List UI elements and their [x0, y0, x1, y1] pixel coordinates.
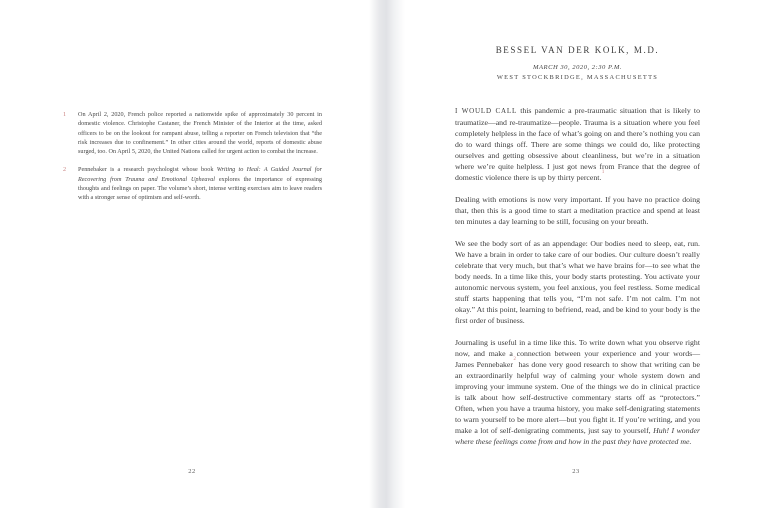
- footnote-2-text: [78, 165, 322, 202]
- paragraph-1: [455, 105, 700, 183]
- footnote-2-text-before: Pennebaker is a research psychologist whose book: [78, 166, 217, 174]
- footnotes-block: [63, 110, 322, 212]
- footnote-2-number: 2: [63, 166, 67, 174]
- page-number-right: 23: [572, 468, 580, 475]
- paragraph-4-inner-thought: Huh! I wonder where these feelings come from and how in the past they have protected me.: [455, 426, 700, 446]
- right-page: [384, 0, 768, 508]
- footnote-ref-2: 2: [513, 357, 516, 363]
- footnote-2-text-after: explores the importance of expressing thoughts and feelings on paper. The volume’s short, intense writing exercises aim to leave readers with a stronger sense of optimism and self-worth.: [78, 175, 322, 202]
- footnote-2-book-title: Writing to Heal: A Guided Journal for Recovering from Trauma and Emotional Upheaval: [78, 166, 322, 183]
- footnote-1-text: On April 2, 2020, French police reported a nationwide spike of approximately 30 percent in domestic violence. Christophe Castaner, the French Minister of the Interior at the time, asked officers to be on the lookout for rampant abuse, telling a reporter on French television that “the risk increases due to confinement.” In other cities around the world, reports of domestic abuse surged, too. On April 5, 2020, the United Nations called for urgent action to combat the increase.: [78, 111, 322, 156]
- paragraph-4-text-before: Journaling is useful in a time like this. To write down what you observe right now, and make a connection between your experience and your words—James Pennebaker: [455, 338, 700, 369]
- chapter-header: [455, 45, 700, 81]
- paragraph-1-lead-smallcaps: I WOULD CALL: [455, 107, 518, 115]
- interview-location: WEST STOCKBRIDGE, MASSACHUSETTS: [496, 74, 659, 81]
- footnote-ref-1: 1: [601, 170, 605, 176]
- paragraph-4-text-after: has done very good research to show that writing can be an extraordinarily helpful way of calming your whole system down and improving your immune system. One of the things we do in clinical practice is talk about how self-destructive commentary starts off as “protectors.” Often, when you have a trauma history, you make self-denigrating statements to warn yourself to be more alert—but you fight it. If you’re writing, and you make a lot of self-denigrating comments, just say to yourself,: [455, 360, 701, 435]
- footnote-2: [63, 165, 322, 202]
- paragraph-2: Dealing with emotions is now very important. If you have no practice doing that, then this is a good time to start a meditation practice and spend at least ten minutes a day learning to be still, focusing on your breath.: [455, 195, 700, 226]
- interview-datetime: MARCH 30, 2020, 2:30 P.M.: [533, 64, 622, 71]
- footnote-1-number: 1: [63, 111, 67, 118]
- body-text: [455, 105, 700, 458]
- paragraph-4: [455, 337, 700, 447]
- page-number-left: 22: [188, 468, 196, 475]
- paragraph-3: We see the body sort of as an appendage: Our bodies need to sleep, eat, run. We have a brain in order to take care of our bodies. Our culture doesn’t really celebrate that very much, but that’s what we have brains for—to see what the body needs. In a time like this, your body starts protesting. You activate your autonomic nervous system, you feel anxious, you feel restless. Some medical stuff starts happening that tells you, “I’m not safe. I’m not calm. I’m not okay.” At this point, learning to befriend, read, and be kind to your body is the first order of business.: [455, 239, 700, 325]
- footnote-1: [63, 110, 322, 156]
- author-name: BESSEL VAN DER KOLK, M.D.: [495, 45, 660, 55]
- paragraph-1-text: this pandemic a pre-traumatic situation that is likely to traumatize—and re-traumatize—people. Trauma is a situation where you feel completely helpless in the face of what’s going on and there’s nothing you can do to ward things off. There are some things we could do, like protecting ourselves and getting obsessive about cleanliness, but we’re in a situation where we’re quite helpless. I just got news from France that the degree of domestic violence there is up by thirty percent.: [455, 106, 700, 182]
